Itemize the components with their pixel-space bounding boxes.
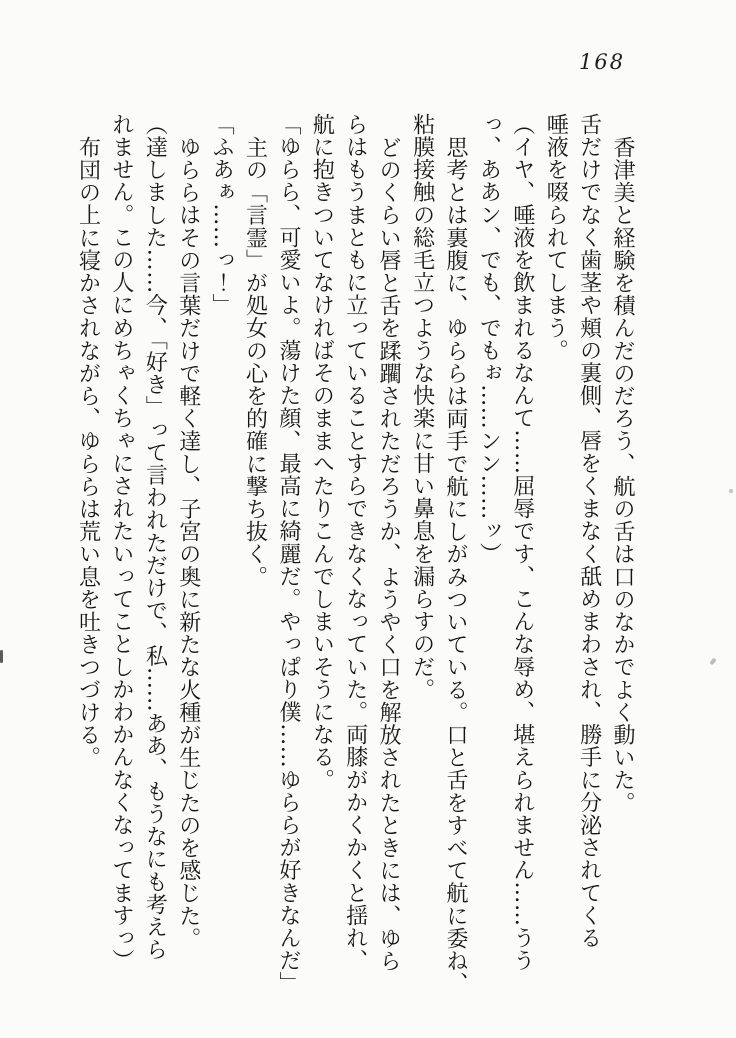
scan-artifact (709, 658, 716, 666)
text-column: 香津美と経験を積んだのだろう、航の舌は口のなかでよく動いた。 (610, 135, 635, 814)
body-text (71, 113, 639, 1003)
text-column: らはもうまともに立っていることすらできなくなっていた。両膝がかくかくと揺れ、 (342, 113, 368, 972)
scan-artifact (729, 489, 733, 493)
text-column: 「ゆらら、可愛いよ。蕩けた顔、最高に綺麗だ。やっぱり僕……ゆららが好きなんだ」 (275, 113, 301, 995)
text-column: 布団の上に寝かされながら、ゆららは荒い息を吐きつづける。 (75, 135, 101, 769)
text-column: 舌だけでなく歯茎や頬の裏側、唇をくまなく舐めまわされ、勝手に分泌されてくる (576, 113, 602, 950)
text-column: 主の「言霊」が処女の心を的確に撃ち抜く。 (242, 135, 268, 588)
text-column: れません。この人にめちゃくちゃにされたいってことしかわかんなくなってますっ） (108, 113, 134, 972)
text-column: どのくらい唇と舌を蹂躙されただろうか、ようやく口を解放されたときには、ゆら (376, 135, 402, 972)
text-column: 航に抱きついてなければそのままへたりこんでしまいそうになる。 (309, 113, 335, 791)
text-column: （達しました……今、「好き」って言われただけで、私……ああ、もうなにも考えら (142, 113, 168, 961)
page-number: 168 (579, 50, 626, 74)
text-column: （イヤ、唾液を飲まれるなんて……屈辱です、こんな辱め、堪えられません……うう (509, 113, 535, 972)
scan-artifact (0, 650, 3, 663)
text-column: 粘膜接触の総毛立つような快楽に甘い鼻息を漏らすのだ。 (409, 113, 435, 701)
text-column: 「ふあぁ……っ！」 (209, 113, 235, 317)
text-column: 唾液を啜られてしまう。 (543, 113, 569, 362)
text-column: 思考とは裏腹に、ゆららは両手で航にしがみついている。口と舌をすべて航に委ね、 (442, 135, 468, 995)
text-column: っ、ああン、でも、でもぉ……ンン……ッ） (476, 113, 502, 565)
text-column: ゆららはその言葉だけで軽く達し、子宮の奥に新たな火種が生じたのを感じた。 (175, 135, 201, 950)
